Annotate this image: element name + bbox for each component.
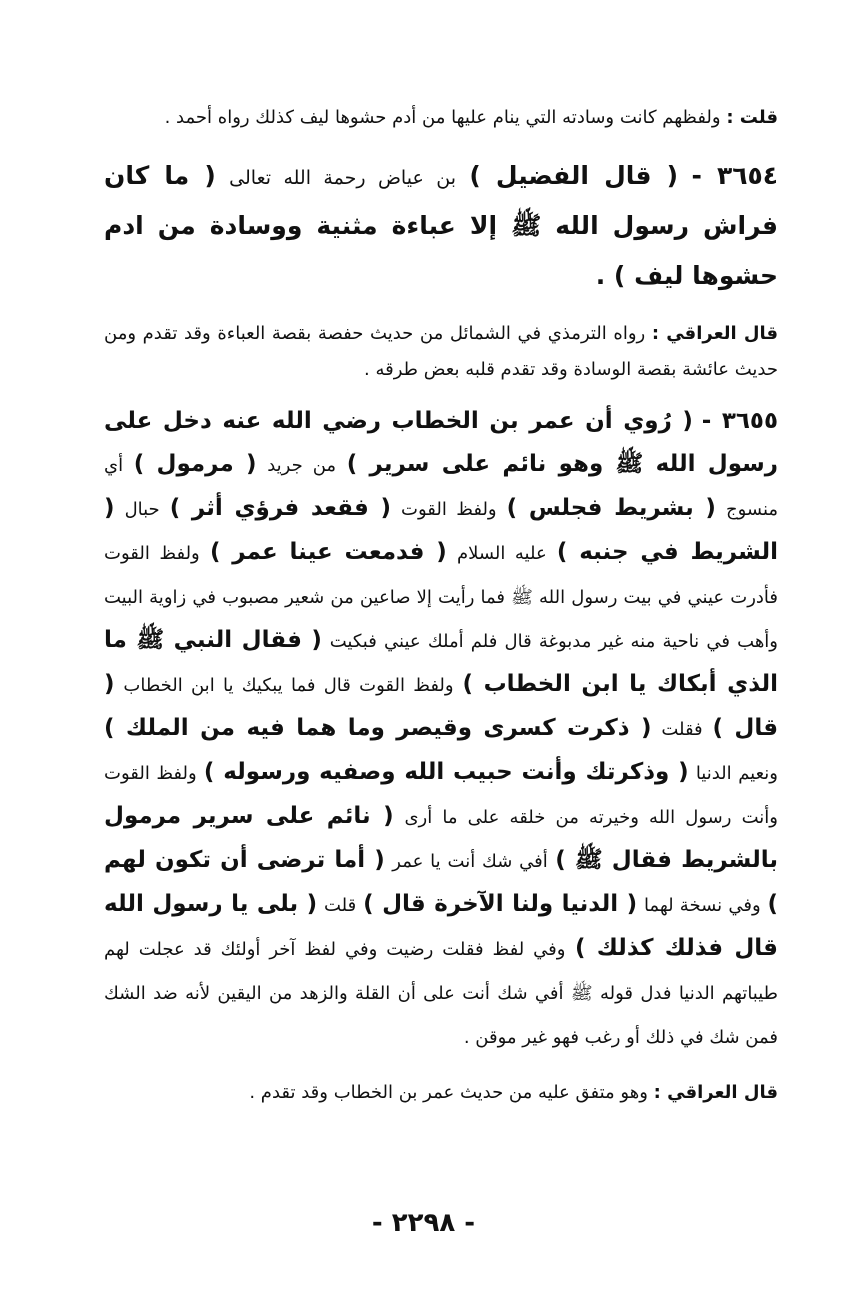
hadith-commentary: ونعيم الدنيا [695,763,778,784]
note-text: ولفظهم كانت وسادته التي ينام عليها من أدم حشوها ليف كذلك رواه أحمد . [164,107,721,128]
iraqi-note [104,316,778,388]
hadith-commentary: حبال [124,499,160,520]
hadith-text-bold: ( الدنيا ولنا الآخرة قال ) [363,891,638,917]
iraqi-label: قال العراقي : [653,1082,778,1103]
page-number: - ٢٢٩٨ - [371,1208,476,1238]
hadith-commentary: قلت [323,895,357,916]
hadith-commentary: ولفظ القوت [401,499,497,520]
hadith-3654 [104,152,778,302]
hadith-commentary: أي منسوج [104,455,779,520]
iraqi-label: قال العراقي : [651,323,778,344]
page-body [104,96,778,1111]
hadith-text-bold: ( قال ) [104,671,779,741]
hadith-text-bold: ( أما ترضى أن تكون لهم ) [104,847,779,917]
hadith-commentary: ولفظ القوت فأدرت عيني في بيت رسول الله ﷺ فما رأيت إلا صاعين من شعير مصبوب في زاوية البيت وأهب في ناحية منه غير مدبوغة قال فلم أملك عيني فبكيت [104,543,779,652]
hadith-text-bold: ( مرمول ) [133,451,257,477]
hadith-text-bold: ( بلى يا رسول الله قال فذلك كذلك ) [104,891,778,961]
hadith-commentary: بن عياض رحمة الله تعالى [229,167,456,189]
hadith-text-bold: ( وذكرتك وأنت حبيب الله وصفيه ورسوله ) [203,759,689,785]
note-label: قلت : [726,107,778,128]
hadith-text-bold: ( قال الفضيل ) [469,161,679,190]
hadith-text-bold: ( فقال النبي ﷺ ما الذي أبكاك يا ابن الخطاب ) [104,627,778,697]
hadith-commentary: ولفظ القوت قال فما يبكيك يا ابن الخطاب [123,675,454,696]
hadith-text-bold: ( الشريط في جنبه ) [104,495,778,565]
hadith-text-bold: ( رُوي أن عمر بن الخطاب رضي الله عنه دخل على رسول الله ﷺ وهو نائم على سرير ) [104,408,779,477]
hadith-commentary: فقلت [661,719,703,740]
note-paragraph [104,98,778,138]
hadith-number: ٣٦٥٥ - [701,408,778,434]
hadith-text-bold: ( بشريط فجلس ) [506,495,716,521]
hadith-commentary: وفي نسخة لهما [643,895,761,916]
iraqi-text: رواه الترمذي في الشمائل من حديث حفصة بقصة العباءة وقد تقدم ومن حديث عائشة بقصة الوسادة وقد تقدم قلبه بعض طرقه . [104,323,778,380]
hadith-3655 [104,400,778,1059]
hadith-number: ٣٦٥٤ - [691,161,778,190]
hadith-commentary: وفي لفظ فقلت رضيت وفي لفظ آخر أولئك قد عجلت لهم طيباتهم الدنيا فدل قوله ﷺ أفي شك أنت على أن القلة والزهد من اليقين لأنه ضد الشك فمن شك في ذلك أو رغب فهو غير موقن . [104,939,778,1048]
hadith-text-bold: ( ما كان فراش رسول الله ﷺ إلا عباءة مثنية ووسادة من ادم حشوها ليف ) . [104,161,778,290]
hadith-text-bold: ( ذكرت كسرى وقيصر وما هما فيه من الملك ) [104,715,652,741]
hadith-text-bold: ( فدمعت عينا عمر ) [209,539,447,565]
hadith-commentary: عليه السلام [456,543,547,564]
hadith-commentary: من جريد [267,455,337,476]
hadith-text-bold: ( فقعد فرؤي أثر ) [169,495,391,521]
iraqi-text: وهو متفق عليه من حديث عمر بن الخطاب وقد تقدم . [249,1082,648,1103]
hadith-commentary: ولفظ القوت وأنت رسول الله وخيرته من خلقه على ما أرى [104,763,778,828]
iraqi-note [104,1075,778,1111]
hadith-text-bold: ( نائم على سرير مرمول بالشريط فقال ﷺ ) [104,803,778,873]
hadith-commentary: أفي شك أنت يا عمر [392,851,548,872]
